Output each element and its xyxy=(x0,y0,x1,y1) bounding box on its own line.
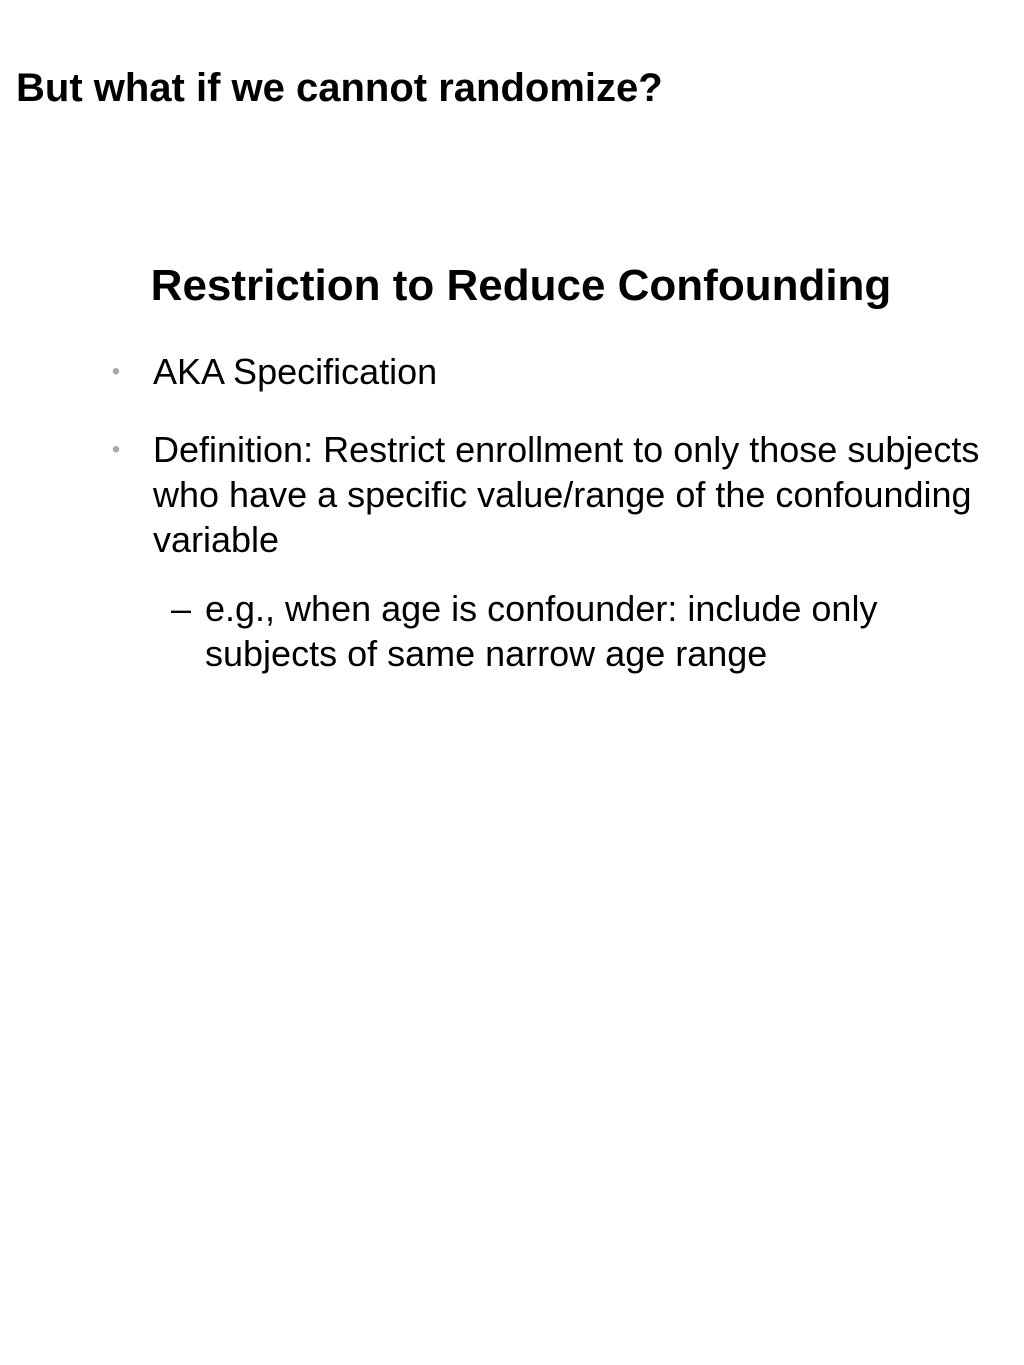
bullet-item-aka xyxy=(111,349,983,394)
dash-icon: – xyxy=(170,588,192,629)
sub-bullet-example xyxy=(170,586,985,676)
bullet-dot-icon: • xyxy=(111,436,121,463)
page-heading: But what if we cannot randomize? xyxy=(16,66,663,110)
bullet-text-aka: AKA Specification xyxy=(153,351,438,392)
sub-bullet-text-example: e.g., when age is confounder: include only subjects of same narrow age range xyxy=(205,588,878,674)
bullet-text-definition: Definition: Restrict enrollment to only those subjects who have a specific value/range of the confounding variable xyxy=(153,429,980,560)
bullet-item-definition xyxy=(111,427,983,562)
slide-title: Restriction to Reduce Confounding xyxy=(150,261,892,310)
bullet-dot-icon: • xyxy=(111,358,121,385)
